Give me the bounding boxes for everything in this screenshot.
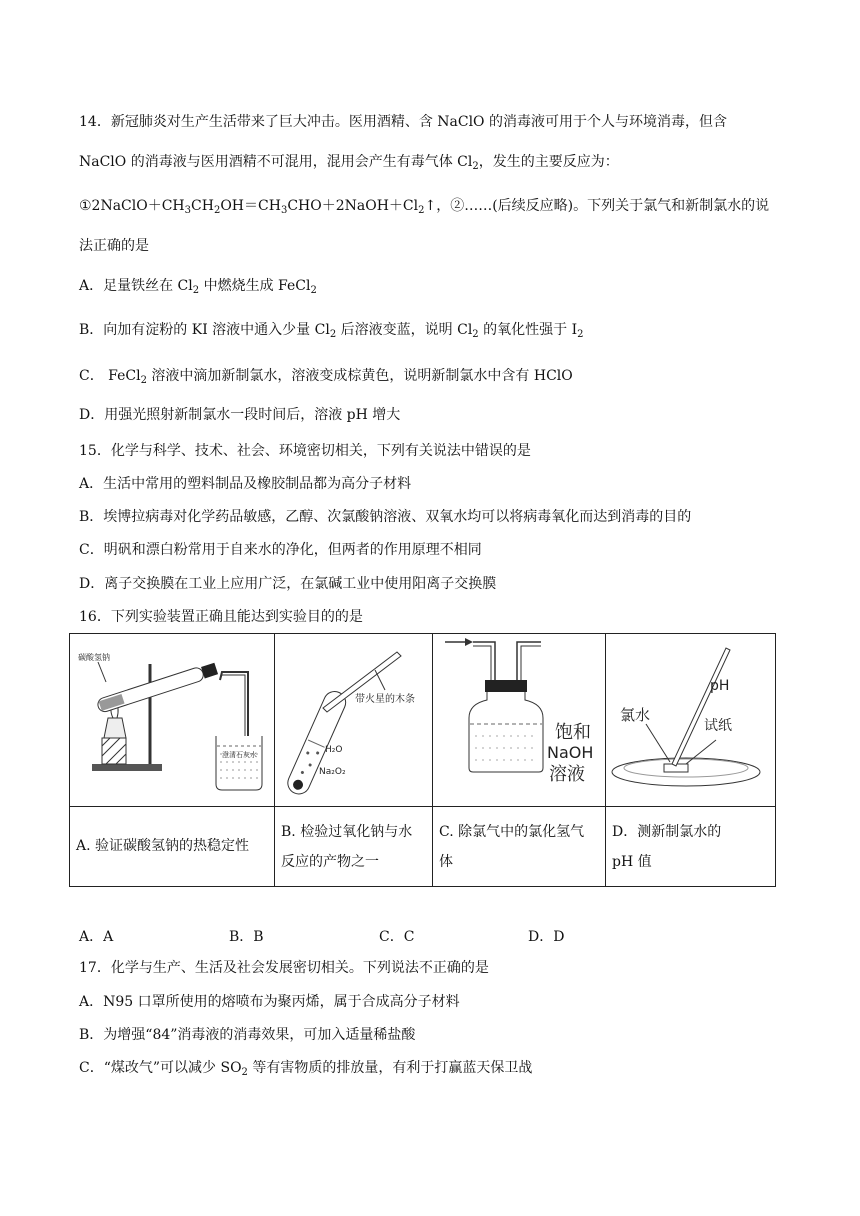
figure-b-label-na2o2: Na₂O₂ [319,767,346,777]
figure-d-label-ph: pH [710,678,730,694]
figure-b-label-splint: 带火星的木条 [355,694,415,705]
figure-b-label-water: H₂O [325,745,343,755]
q14-option-c: C． FeCl$_2$ 溶液中滴加新制氯水，溶液变成棕黄色，说明新制氯水中含有 HClO [79,368,573,386]
q15-stem: 15．化学与科学、技术、社会、环境密切相关，下列有关说法中错误的是 [79,443,531,459]
q17-option-c: C．“煤改气”可以减少 $SO_2$ 等有害物质的排放量，有利于打赢蓝天保卫战 [79,1060,533,1078]
figure-d-label-chlorine-water: 氯水 [620,706,651,724]
q14-stem-line4: 法正确的是 [79,238,149,254]
q15-option-c: C．明矾和漂白粉常用于自来水的净化，但两者的作用原理不相同 [79,542,482,558]
q15-option-b: B．埃博拉病毒对化学药品敏感，乙醇、次氯酸钠溶液、双氧水均可以将病毒氧化而达到消毒的目的 [79,509,692,525]
figure-c-cell [433,634,606,807]
q17-stem: 17．化学与生产、生活及社会发展密切相关。下列说法不正确的是 [79,960,489,976]
q14-option-d: D．用强光照射新制氯水一段时间后，溶液 pH 增大 [79,407,401,423]
q16-choice-a: A．A [79,929,114,945]
figure-d-ph-test [606,634,775,802]
q15-option-d: D．离子交换膜在工业上应用广泛，在氯碱工业中使用阳离子交换膜 [79,576,497,592]
figure-a-cell [70,634,275,807]
q16-choice-d: D．D [528,929,565,945]
q15-option-a: A．生活中常用的塑料制品及橡胶制品都为高分子材料 [79,476,412,492]
figure-c-label-saturated: 饱和 [555,722,591,743]
figure-d-cell [606,634,776,807]
figure-d-label-test-paper: 试纸 [704,718,732,734]
figure-c-label-naoh: NaOH [547,743,594,762]
figure-b-cell [275,634,433,807]
figure-c-label-solution: 溶液 [549,764,585,785]
figure-a-label-nahco3: 碳酸氢钠 [78,653,110,662]
caption-b: B. 检验过氧化钠与水 反应的产物之一 [275,807,433,887]
q14-option-a: A．足量铁丝在 $Cl_2$ 中燃烧生成 FeCl$_2$ [79,278,317,296]
q16-apparatus-table [69,633,776,887]
q16-stem: 16．下列实验装置正确且能达到实验目的的是 [79,609,363,625]
q16-choice-b: B．B [229,929,264,945]
figure-a-heating-apparatus [70,634,274,802]
q14-option-b: B．向加有淀粉的 KI 溶液中通入少量 $Cl_2$ 后溶液变蓝，说明 $Cl_2$ 的氧化性强于 $I_2$ [79,322,584,340]
q17-option-a: A．N95 口罩所使用的熔喷布为聚丙烯，属于合成高分子材料 [79,994,460,1010]
q17-option-b: B．为增强“84”消毒液的消毒效果，可加入适量稀盐酸 [79,1027,416,1043]
q14-stem-line1: 14．新冠肺炎对生产生活带来了巨大冲击。医用酒精、含 NaClO 的消毒液可用于个人与环境消毒，但含 [79,114,727,130]
figure-c-gas-washing-bottle [433,634,605,802]
q16-choice-c: C．C [379,929,415,945]
figure-a-label-limewater: 澄清石灰水 [222,751,257,759]
caption-d: D．测新制氯水的 pH 值 [606,807,776,887]
caption-a: A. 验证碳酸氢钠的热稳定性 [70,807,275,887]
figure-b-test-tube [275,634,432,802]
q14-stem-line2: NaClO 的消毒液与医用酒精不可混用，混用会产生有毒气体 $Cl_2$，发生的主要反应为： [79,154,619,172]
q14-equation: $①2NaClO+CH_3CH_2OH=CH_3CHO+2NaOH+Cl_2↑$，②……(后续反应略)。下列关于氯气和新制氯水的说 [79,198,770,216]
caption-c: C. 除氯气中的氯化氢气 体 [433,807,606,887]
